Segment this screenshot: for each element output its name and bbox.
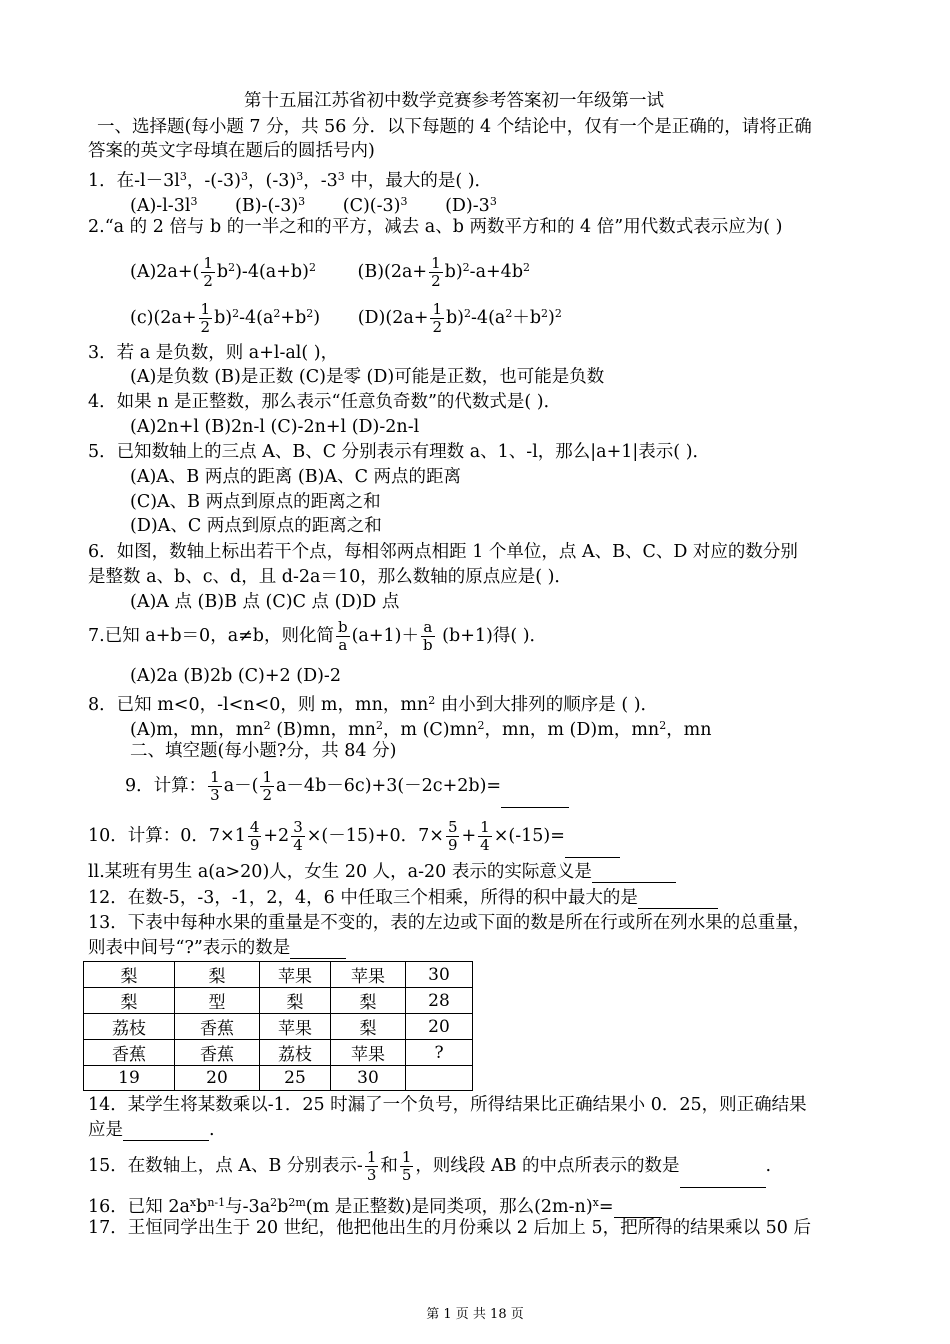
- table-cell: 苹果: [260, 1014, 331, 1040]
- answer-blank[interactable]: [592, 864, 676, 883]
- q3-options: (A)是负数 (B)是正数 (C)是零 (D)可能是正数，也可能是负数: [130, 367, 605, 387]
- q5-options-ab: (A)A、B 两点的距离 (B)A、C 两点的距离: [130, 467, 462, 487]
- section1-line1: 一、选择题(每小题 7 分，共 56 分．以下每题的 4 个结论中，仅有一个是正确的，请将正确: [97, 117, 812, 137]
- table-row: [84, 1066, 473, 1091]
- q6-line2: 是整数 a、b、c、d，且 d-2a＝10，那么数轴的原点应是( )．: [88, 567, 572, 587]
- q15-stem: 15．在数轴上，点 A、B 分别表示- $\frac{1}{3}$ 和 $\frac{1}{5}$ ，则线段 AB 的中点所表示的数是 .: [88, 1144, 771, 1188]
- q14-line2: 应是 .: [88, 1120, 215, 1140]
- table-cell: 25: [260, 1066, 331, 1091]
- table-cell: 28: [406, 988, 473, 1014]
- fraction: $\frac{1}{2}$: [432, 300, 442, 336]
- table-cell: 梨: [331, 988, 406, 1014]
- table-cell: [406, 1066, 473, 1091]
- answer-blank[interactable]: [123, 1122, 209, 1141]
- q6-line1: 6．如图，数轴上标出若干个点，每相邻两点相距 1 个单位，点 A、B、C、D 对应的数分别: [88, 542, 798, 562]
- section1-line2: 答案的英文字母填在题后的圆括号内): [88, 141, 375, 161]
- table-cell: 香蕉: [175, 1014, 260, 1040]
- q13-line1: 13．下表中每种水果的重量是不变的，表的左边或下面的数是所在行或所在列水果的总重量，: [88, 913, 811, 933]
- answer-blank[interactable]: [638, 890, 718, 909]
- fraction: $\frac{1}{4}$: [480, 818, 490, 854]
- q2-options-ab: (A)2a+( $\frac{1}{2}$ $b^2)-4(a+b)^2$ (B)(2a+ $\frac{1}{2}$ $b)^2-a+4b^2$: [130, 254, 531, 290]
- q2-options-cd: (c)(2a+ $\frac{1}{2}$ $b)^2-4(a^2+b^2)$ (D)(2a+ $\frac{1}{2}$ $b)^2-4(a^2+b^2)^2$: [130, 300, 562, 336]
- fruit-weight-table: [83, 961, 473, 1091]
- table-cell: 20: [175, 1066, 260, 1091]
- table-cell: 型: [175, 988, 260, 1014]
- q11-stem: ll.某班有男生 a(a>20)人，女生 20 人，a-20 表示的实际意义是: [88, 861, 676, 883]
- table-cell: 梨: [84, 988, 175, 1014]
- table-cell: 30: [331, 1066, 406, 1091]
- q16-stem: 16．已知 $2a^xb^{n-1}$与$-3a^2b^{2m}(m$ 是正整数)是同类项，那么$(2m-n)^x=$: [88, 1192, 662, 1218]
- answer-blank[interactable]: [501, 789, 569, 808]
- q5-stem: 5．已知数轴上的三点 A、B、C 分别表示有理数 a、1、-l，那么|a+1|表示( )．: [88, 442, 711, 462]
- q7-stem: 7.已知 a+b＝0，a≠b，则化简 $\frac{b}{a}$ (a+1)＋ $\frac{a}{b}$ (b+1)得( )．: [88, 618, 548, 654]
- q1-options: $(A)-l-3l^3$ $(B)-(-3)^3$ $(C)(-3)^3$ $(D)-3^3$: [130, 195, 497, 216]
- q1-stem: 1．在$-l-3l^3$，$-(-3)^3$，$(-3)^3$，$-3^3$ 中，最大的是( )．: [88, 170, 493, 191]
- fraction: $\frac{a}{b}$: [423, 618, 433, 654]
- table-cell: 香蕉: [84, 1040, 175, 1066]
- q4-options: (A)2n+l (B)2n-l (C)-2n+l (D)-2n-l: [130, 417, 420, 437]
- fraction: $\frac{1}{2}$: [200, 300, 211, 336]
- fraction: $\frac{4}{9}$: [249, 818, 260, 854]
- table-cell: 梨: [331, 1014, 406, 1040]
- table-row: [84, 988, 473, 1014]
- q8-options: (A)m，mn，$mn^2$ (B)mn，$mn^2$，m $(C)mn^2$，mn，m (D)m，$mn^2$，mn: [130, 719, 712, 740]
- table-cell: 梨: [84, 962, 175, 988]
- q8-stem: 8．已知 m<0，-l<n<0，则 m，mn，$mn^2$ 由小到大排列的顺序是 ( )．: [88, 694, 659, 715]
- fraction: $\frac{3}{4}$: [293, 818, 303, 854]
- q14-line1: 14．某学生将某数乘以-1．25 时漏了一个负号，所得结果比正确结果小 0．25，则正确结果: [88, 1095, 807, 1115]
- table-cell: 梨: [260, 988, 331, 1014]
- fraction: $\frac{5}{9}$: [447, 818, 458, 854]
- table-cell: 20: [406, 1014, 473, 1040]
- q9-stem: 9．计算： $\frac{1}{3}$ a－( $\frac{1}{2}$ a－4b－6c)+3(－2c+2b)=: [125, 764, 569, 808]
- fraction: $\frac{1}{3}$: [366, 1148, 377, 1184]
- answer-blank[interactable]: [565, 839, 620, 858]
- table-cell: 荔枝: [260, 1040, 331, 1066]
- table-row: [84, 1014, 473, 1040]
- table-cell: 30: [406, 962, 473, 988]
- q7-options: (A)2a (B)2b (C)+2 (D)-2: [130, 666, 341, 686]
- fraction: $\frac{1}{3}$: [210, 768, 220, 804]
- q3-stem: 3．若 a 是负数，则 a+l-al( )，: [88, 343, 339, 363]
- table-row: [84, 962, 473, 988]
- q5-option-d: (D)A、C 两点到原点的距离之和: [130, 516, 382, 536]
- page-title: 第十五届江苏省初中数学竞赛参考答案初一年级第一试: [244, 91, 664, 111]
- table-cell: 梨: [175, 962, 260, 988]
- table-cell: 苹果: [331, 1040, 406, 1066]
- q12-stem: 12．在数-5，-3，-1，2，4，6 中任取三个相乘，所得的积中最大的是: [88, 887, 718, 909]
- answer-blank[interactable]: [290, 940, 346, 959]
- q2-stem: 2.“a 的 2 倍与 b 的一半之和的平方，减去 a、b 两数平方和的 4 倍”用代数式表示应为( ): [88, 217, 783, 237]
- table-row: [84, 1040, 473, 1066]
- table-cell: 荔枝: [84, 1014, 175, 1040]
- fraction: $\frac{1}{2}$: [262, 768, 272, 804]
- q13-line2: 则表中间号“?”表示的数是: [88, 937, 346, 959]
- q17-line1: 17．王恒同学出生于 20 世纪，他把他出生的月份乘以 2 后加上 5，把所得的结果乘以 50 后: [88, 1218, 812, 1238]
- q4-stem: 4．如果 n 是正整数，那么表示“任意负奇数”的代数式是( )．: [88, 392, 562, 412]
- answer-blank[interactable]: [614, 1199, 662, 1218]
- answer-blank[interactable]: [680, 1169, 766, 1188]
- q5-option-c: (C)A、B 两点到原点的距离之和: [130, 492, 381, 512]
- table-cell: 19: [84, 1066, 175, 1091]
- fraction: $\frac{1}{2}$: [431, 254, 441, 290]
- table-cell: 香蕉: [175, 1040, 260, 1066]
- section2-heading: 二、填空题(每小题?分，共 84 分): [130, 741, 397, 761]
- page-footer: 第 1 页 共 18 页: [426, 1307, 524, 1322]
- table-cell: 苹果: [331, 962, 406, 988]
- table-cell: ?: [406, 1040, 473, 1066]
- q6-options: (A)A 点 (B)B 点 (C)C 点 (D)D 点: [130, 592, 400, 612]
- q10-stem: 10．计算：0．7×1 $\frac{4}{9}$ +2 $\frac{3}{4}$ ×(－15)+0．7× $\frac{5}{9}$ + $\frac{1}{4}$ ×(-15)=: [88, 814, 620, 858]
- fraction: $\frac{1}{5}$: [401, 1148, 412, 1184]
- fraction: $\frac{1}{2}$: [203, 254, 213, 290]
- table-cell: 苹果: [260, 962, 331, 988]
- fraction: $\frac{b}{a}$: [338, 618, 348, 654]
